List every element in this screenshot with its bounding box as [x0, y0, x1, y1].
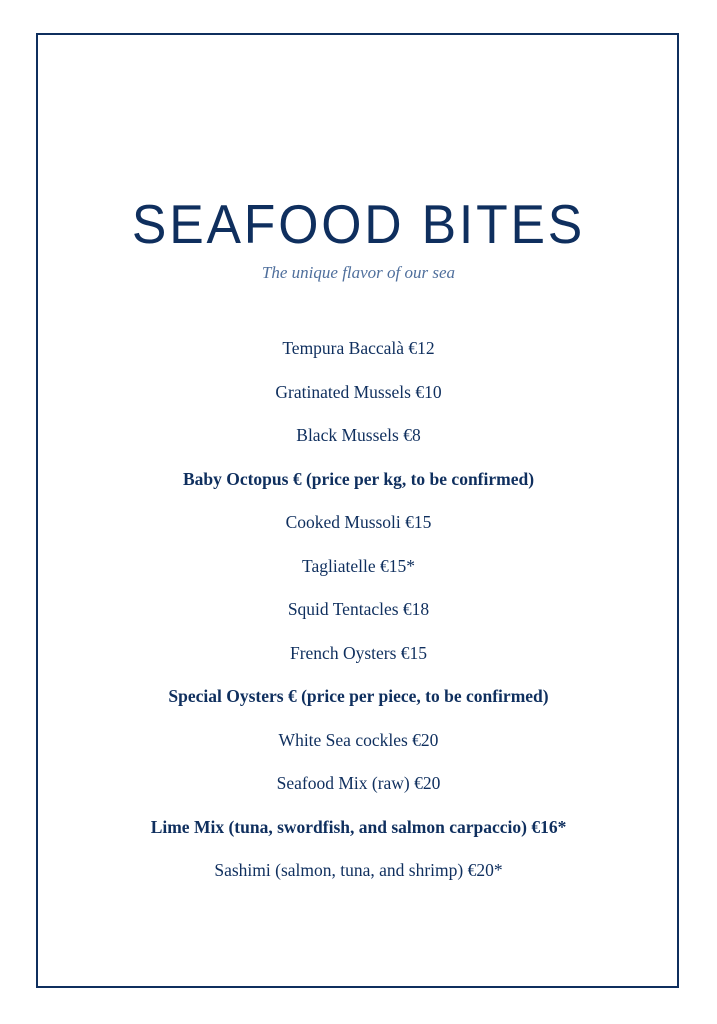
menu-item: French Oysters €15 — [289, 642, 428, 663]
menu-item: Tagliatelle €15* — [302, 555, 415, 576]
menu-item: Seafood Mix (raw) €20 — [276, 773, 441, 793]
menu-item: Lime Mix (tuna, swordfish, and salmon carpaccio) €16* — [150, 816, 567, 837]
menu-item: Baby Octopus € (price per kg, to be confirmed) — [182, 468, 535, 489]
menu-item: Gratinated Mussels €10 — [275, 381, 442, 402]
menu-title: SEAFOOD BITES — [131, 193, 586, 255]
menu-item: Sashimi (salmon, tuna, and shrimp) €20* — [214, 860, 503, 880]
menu-item: Black Mussels €8 — [296, 425, 421, 445]
menu-item: White Sea cockles €20 — [278, 729, 439, 750]
menu-item: Tempura Baccalà €12 — [282, 338, 435, 358]
menu-item: Cooked Mussoli €15 — [285, 512, 432, 532]
menu-list — [0, 334, 717, 900]
menu-item: Squid Tentacles €18 — [287, 599, 430, 619]
menu-subtitle: The unique flavor of our sea — [261, 263, 456, 282]
menu-item: Special Oysters € (price per piece, to be confirmed) — [168, 686, 549, 706]
